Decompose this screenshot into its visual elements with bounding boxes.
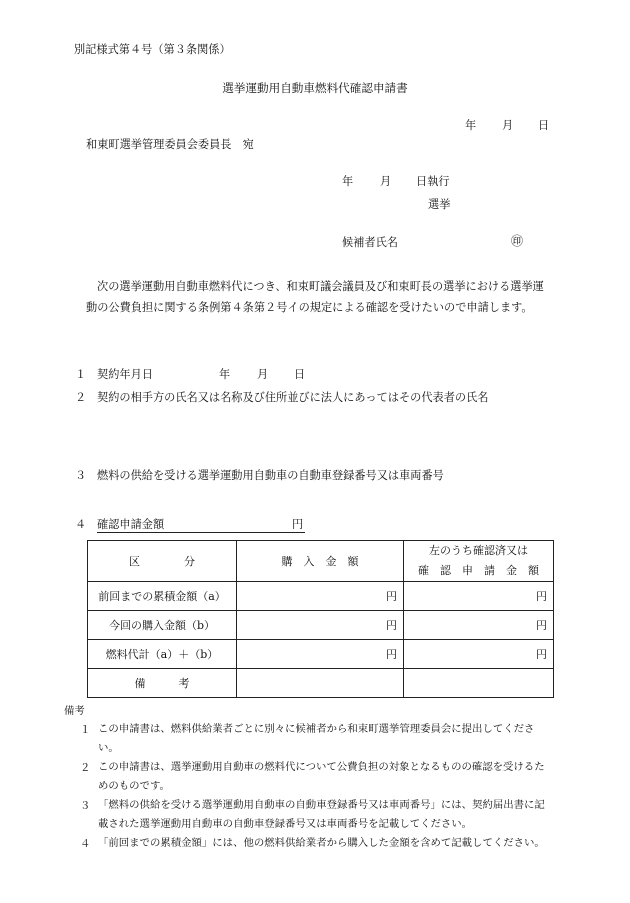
header-confirmed-line2: 確 認 申 請 金 額 [418,564,539,577]
item4-label: 確認申請金額 [97,518,165,531]
note-text: この申請書は、選挙運動用自動車の燃料代について公費負担の対象となるものの確認を受けるためのものです。 [98,761,545,792]
date-year: 年 [465,119,477,132]
date-day: 日 [538,119,550,132]
confirmed-amount-cell[interactable]: 円 [404,640,554,669]
table-row [88,611,554,640]
table-row [88,640,554,669]
item4-unit: 円 [292,518,304,531]
amount-table [87,540,554,698]
notes-heading: 備考 [64,705,85,717]
purchase-amount-cell[interactable]: 円 [237,611,404,640]
form-title: 選挙運動用自動車燃料代確認申請書 [222,81,408,95]
table-header-row [88,541,554,582]
election-day-executed: 日執行 [416,175,450,188]
candidate-name-label: 候補者氏名 [342,236,398,249]
election-year: 年 [342,175,354,188]
item3-number: ３ [75,469,87,482]
purchase-amount-cell[interactable]: 円 [237,582,404,611]
note-text: この申請書は、燃料供給業者ごとに別々に候補者から和束町選挙管理委員会に提出してください。 [98,723,535,754]
row-label: 備 考 [88,669,237,698]
body-paragraph: 次の選挙運動用自動車燃料代につき、和束町議会議員及び和束町長の選挙における選挙運動の公費負担に関する条例第４条第２号イの規定による確認を受けたいので申請します。 [86,280,544,314]
date-month: 月 [502,119,514,132]
election-label: 選挙 [428,198,451,211]
note-number: １ [80,724,91,736]
item3-label: 燃料の供給を受ける選挙運動用自動車の自動車登録番号又は車両番号 [97,469,444,482]
header-confirmed-amount [404,541,554,582]
item4-underline [97,532,305,533]
purchase-amount-cell[interactable]: 円 [237,640,404,669]
item1-label: 契約年月日 [97,368,153,381]
confirmed-amount-cell[interactable]: 円 [404,582,554,611]
item1-year: 年 [219,368,231,381]
form-reference: 別記様式第４号（第３条関係） [74,43,231,56]
header-purchase-amount: 購 入 金 額 [237,541,404,582]
note-number: ２ [80,762,91,774]
item4-number: ４ [75,518,87,531]
confirmed-amount-cell[interactable]: 円 [404,611,554,640]
purchase-amount-cell[interactable] [237,669,404,698]
header-category: 区 分 [88,541,237,582]
table-row [88,669,554,698]
note-number: ３ [80,800,91,812]
note-text: 「前回までの累積金額」には、他の燃料供給業者から購入した金額を含めて記載してください。 [98,837,545,849]
confirmed-amount-cell[interactable] [404,669,554,698]
item2-number: ２ [75,391,87,404]
note-text: 「燃料の供給を受ける選挙運動用自動車の自動車登録番号又は車両番号」には、契約届出書に記載された選挙運動用自動車の自動車登録番号又は車両番号を記載してください。 [98,799,545,830]
item1-day: 日 [294,368,306,381]
table-row [88,582,554,611]
addressee: 和東町選挙管理委員会委員長 宛 [86,138,254,151]
row-label: 燃料代計（a）＋（b） [88,640,237,669]
seal-mark: ㊞ [511,234,524,248]
header-confirmed-line1: 左のうち確認済又は [429,544,528,557]
row-label: 今回の購入金額（b） [88,611,237,640]
row-label: 前回までの累積金額（a） [88,582,237,611]
item1-number: １ [75,368,87,381]
item2-label: 契約の相手方の氏名又は名称及び住所並びに法人にあってはその代表者の氏名 [97,391,489,404]
item1-month: 月 [257,368,269,381]
election-month: 月 [380,175,392,188]
note-number: ４ [80,838,91,850]
